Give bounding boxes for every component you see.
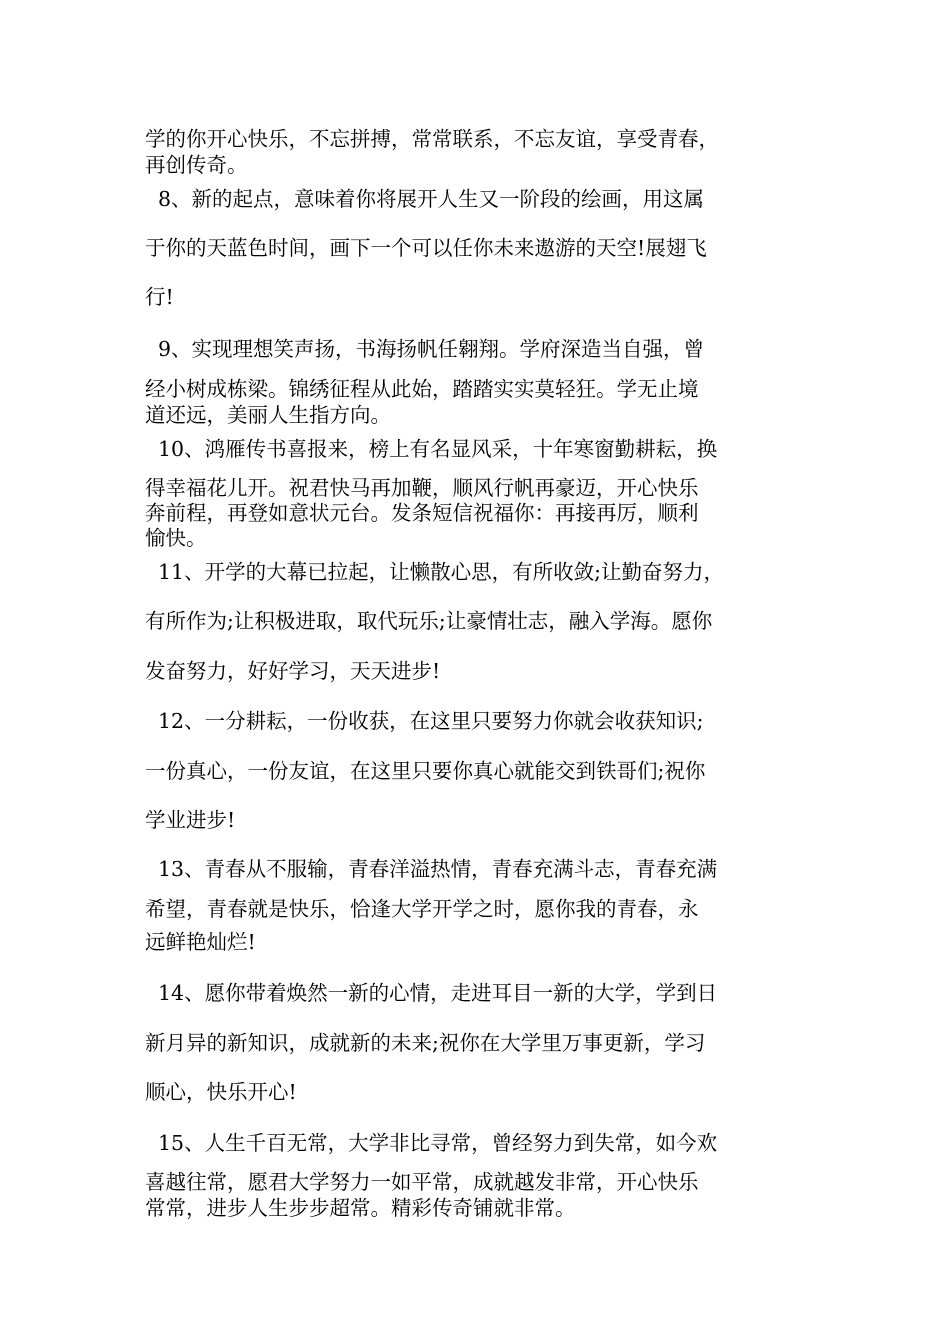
text-line: 再创传奇。 xyxy=(145,153,248,177)
text-line: 有所作为;让积极进取，取代玩乐;让豪情壮志，融入学海。愿你 xyxy=(145,609,713,633)
text-line: 一份真心，一份友谊，在这里只要你真心就能交到铁哥们;祝你 xyxy=(145,759,706,783)
text-line: 希望，青春就是快乐，恰逢大学开学之时，愿你我的青春，永 xyxy=(145,897,699,921)
text-line: 14、愿你带着焕然一新的心情，走进耳目一新的大学，学到日 xyxy=(158,981,718,1005)
text-line: 11、开学的大幕已拉起，让懒散心思，有所收敛;让勤奋努力， xyxy=(158,560,724,584)
text-line: 顺心，快乐开心! xyxy=(145,1080,297,1104)
text-line: 愉快。 xyxy=(145,526,207,550)
text-line: 9、实现理想笑声扬，书海扬帆任翱翔。学府深造当自强，曾 xyxy=(158,337,705,361)
text-line: 行! xyxy=(145,285,174,309)
text-line: 道还远，美丽人生指方向。 xyxy=(145,403,391,427)
text-line: 于你的天蓝色时间，画下一个可以任你未来遨游的天空!展翅飞 xyxy=(145,236,707,260)
text-line: 奔前程，再登如意状元台。发条短信祝福你：再接再厉，顺利 xyxy=(145,501,699,525)
text-line: 远鲜艳灿烂! xyxy=(145,930,256,954)
text-line: 15、人生千百无常，大学非比寻常，曾经努力到失常，如今欢 xyxy=(158,1131,718,1155)
text-line: 常常，进步人生步步超常。精彩传奇铺就非常。 xyxy=(145,1196,576,1220)
text-line: 得幸福花儿开。祝君快马再加鞭，顺风行帆再豪迈，开心快乐 xyxy=(145,476,699,500)
text-line: 经小树成栋梁。锦绣征程从此始，踏踏实实莫轻狂。学无止境 xyxy=(145,377,699,401)
text-line: 10、鸿雁传书喜报来，榜上有名显风采，十年寒窗勤耕耘，换 xyxy=(158,437,718,461)
text-line: 发奋努力，好好学习，天天进步! xyxy=(145,659,441,683)
text-line: 8、新的起点，意味着你将展开人生又一阶段的绘画，用这属 xyxy=(158,187,705,211)
text-line: 新月异的新知识，成就新的未来;祝你在大学里万事更新，学习 xyxy=(145,1031,706,1055)
text-line: 学的你开心快乐，不忘拼搏，常常联系，不忘友谊，享受青春， xyxy=(145,127,719,151)
text-line: 13、青春从不服输，青春洋溢热情，青春充满斗志，青春充满 xyxy=(158,857,718,881)
text-line: 喜越往常，愿君大学努力一如平常，成就越发非常，开心快乐 xyxy=(145,1170,699,1194)
text-line: 12、一分耕耘，一份收获，在这里只要努力你就会收获知识; xyxy=(158,709,704,733)
text-line: 学业进步! xyxy=(145,808,236,832)
